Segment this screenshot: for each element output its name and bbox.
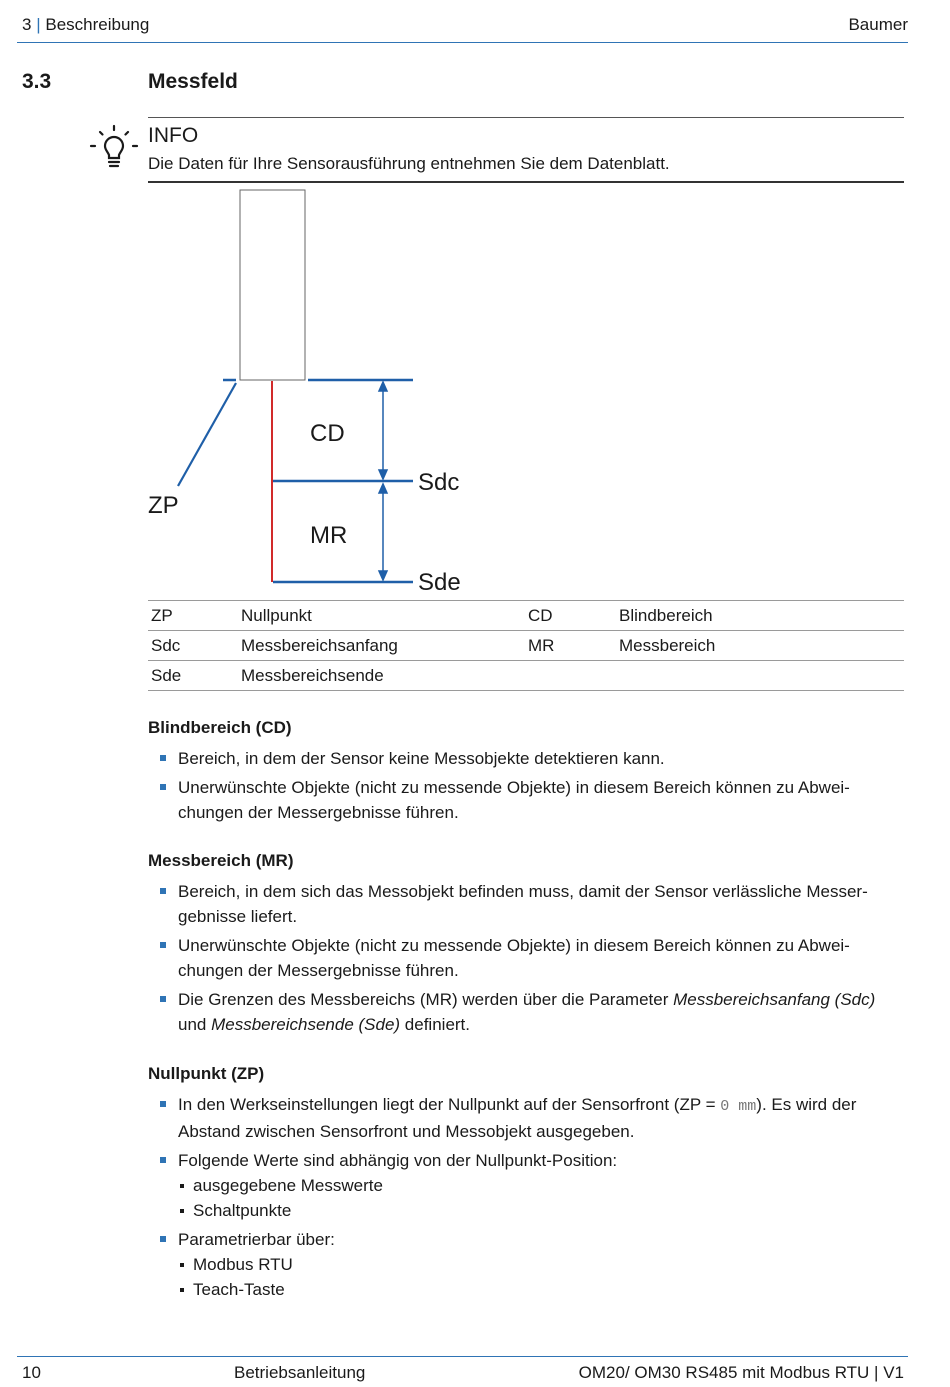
legend-row — [148, 601, 904, 631]
legend-term: Messbereichsanfang — [238, 631, 525, 661]
info-title: INFO — [148, 124, 199, 147]
blind-heading: Blindbereich (CD) — [148, 718, 292, 737]
footer-divider — [17, 1356, 908, 1357]
legend-abbr: ZP — [148, 601, 238, 631]
section-number: 3.3 — [22, 70, 52, 93]
text-run: ). Es wird der Abstand zwischen Sensorfront und Messobjekt ausgegeben. — [178, 1095, 857, 1141]
sub-list-item: ausgegebene Messwerte — [178, 1173, 908, 1198]
list-item: Bereich, in dem sich das Messobjekt befinden muss, damit der Sensor verlässliche Messer-gebnisse liefert. — [148, 879, 908, 929]
sub-list-item: Teach-Taste — [178, 1277, 908, 1302]
sub-list — [178, 1173, 908, 1223]
list-item — [148, 1092, 908, 1144]
label-sde: Sde — [418, 569, 461, 596]
code-value: 0 mm — [720, 1098, 757, 1115]
text-run: definiert. — [400, 1015, 471, 1034]
label-mr: MR — [310, 522, 348, 549]
list-item: Unerwünschte Objekte (nicht zu messende Objekte) in diesem Bereich können zu Abwei-chungen der Messergebnisse führen. — [148, 933, 908, 983]
list-item: Bereich, in dem der Sensor keine Messobjekte detektieren kann. — [148, 746, 908, 771]
legend-term: Blindbereich — [616, 601, 904, 631]
mess-heading: Messbereich (MR) — [148, 851, 294, 870]
text-run: In den Werkseinstellungen liegt der Nullpunkt auf der Sensorfront (ZP = — [178, 1095, 721, 1114]
sub-list-item: Schaltpunkte — [178, 1198, 908, 1223]
legend-abbr — [525, 661, 616, 691]
blind-list — [148, 746, 908, 829]
page-number: 10 — [22, 1363, 41, 1382]
legend-term — [616, 661, 904, 691]
chapter-number: 3 — [22, 15, 32, 34]
null-heading: Nullpunkt (ZP) — [148, 1064, 265, 1083]
list-item — [148, 1148, 908, 1223]
null-list — [148, 1092, 908, 1306]
label-cd: CD — [310, 420, 345, 447]
list-item: Unerwünschte Objekte (nicht zu messende Objekte) in diesem Bereich können zu Abwei-chungen der Messergebnisse führen. — [148, 775, 908, 825]
legend-term: Nullpunkt — [238, 601, 525, 631]
sub-list — [178, 1252, 908, 1302]
header-separator: | — [36, 15, 41, 34]
legend-row — [148, 661, 904, 691]
sensor-body — [240, 190, 305, 380]
text-run: Die Grenzen des Messbereichs (MR) werden über die Parameter — [178, 990, 674, 1009]
legend-term: Messbereichsende — [238, 661, 525, 691]
brand-name: Baumer — [848, 15, 908, 34]
legend-term: Messbereich — [616, 631, 904, 661]
legend-abbr: CD — [525, 601, 616, 631]
legend-row — [148, 631, 904, 661]
list-item — [148, 987, 908, 1037]
legend-table — [148, 600, 904, 691]
text-run: Folgende Werte sind abhängig von der Nullpunkt-Position: — [178, 1151, 618, 1170]
list-item — [148, 1227, 908, 1302]
chapter-title: Beschreibung — [45, 15, 150, 34]
measuring-field-diagram — [0, 0, 950, 600]
mess-list — [148, 879, 908, 1041]
label-sdc: Sdc — [418, 469, 460, 496]
sub-list-item: Modbus RTU — [178, 1252, 908, 1277]
legend-abbr: Sdc — [148, 631, 238, 661]
info-text: Die Daten für Ihre Sensorausführung entnehmen Sie dem Datenblatt. — [148, 154, 670, 173]
param-name: Messbereichsanfang (Sdc) — [673, 990, 876, 1009]
legend-abbr: MR — [525, 631, 616, 661]
param-name: Messbereichsende (Sde) — [211, 1015, 401, 1034]
zp-pointer-line — [178, 383, 236, 486]
section-title: Messfeld — [148, 70, 238, 93]
doc-type: Betriebsanleitung — [234, 1363, 366, 1382]
legend-abbr: Sde — [148, 661, 238, 691]
label-zp: ZP — [148, 492, 179, 519]
text-run: und — [178, 1015, 212, 1034]
text-run: Parametrierbar über: — [178, 1230, 335, 1249]
product-name: OM20/ OM30 RS485 mit Modbus RTU | V1 — [578, 1363, 904, 1382]
